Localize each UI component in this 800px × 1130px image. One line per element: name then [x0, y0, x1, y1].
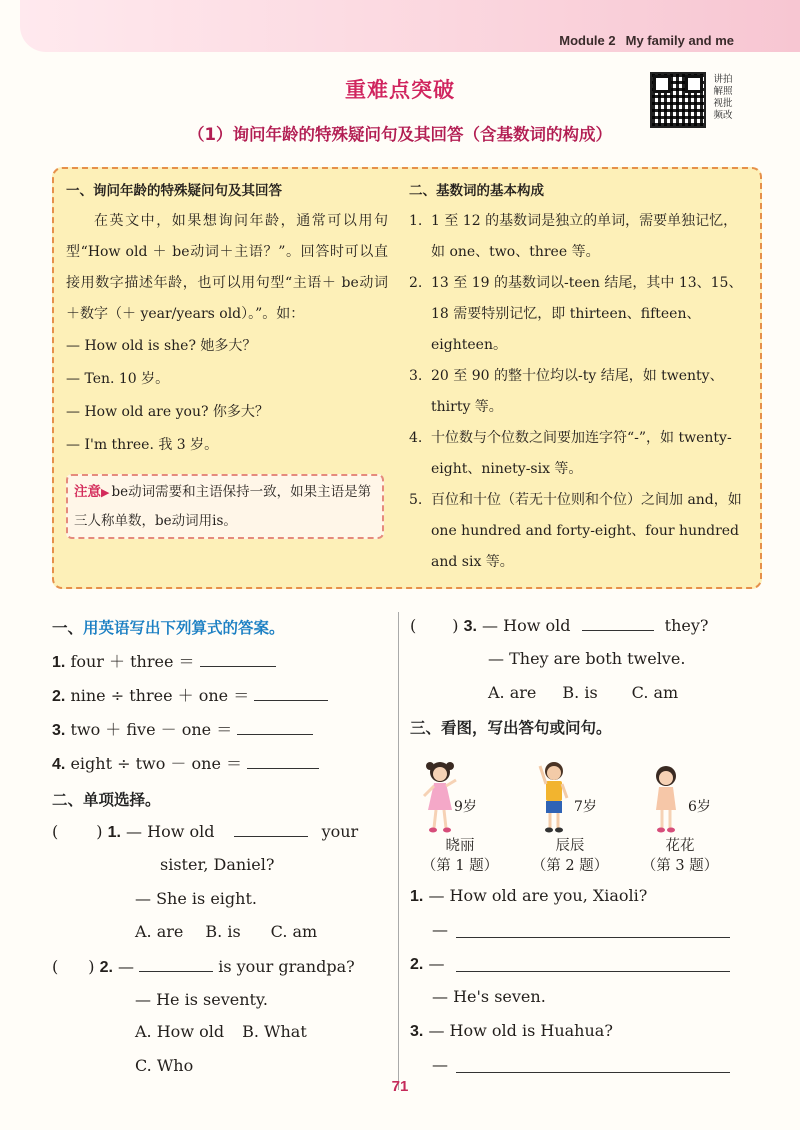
example-line: — How old are you? 你多大？	[66, 404, 269, 420]
answer-line[interactable]	[456, 1071, 730, 1073]
arith-question-2: 2. nine ÷ three ＋ one ＝	[52, 684, 328, 708]
age-label: 6岁	[688, 799, 711, 815]
rule-item: 4. 十位数与个位数之间要加连字符“-”，如 twenty-eight、ninety-six 等。	[409, 430, 732, 477]
figure-name: 辰辰	[555, 838, 585, 854]
choice-question-2-options	[135, 1021, 307, 1043]
choice-question-3-options	[488, 682, 678, 704]
figure-name: 花花	[665, 838, 695, 854]
figure-chenchen	[520, 758, 630, 874]
choice-question-2: ( ) 2. — is your grandpa?	[52, 957, 355, 976]
answer-blank[interactable]	[200, 650, 276, 667]
section3-title: 三、看图，写出答句或问句。	[410, 719, 612, 737]
tip-arrow-icon: ▶	[101, 486, 110, 499]
tip-text: be动词需要和主语保持一致，如果主语是第三人称单数，be动词用is。	[74, 484, 372, 529]
boy-figure-icon	[534, 758, 574, 834]
rule-item: 3. 20 至 90 的整十位均以-ty 结尾，如 twenty、thirty 等。	[409, 368, 724, 415]
example-line: — How old is she? 她多大？	[66, 338, 257, 354]
page-number: 71	[391, 1078, 409, 1095]
picture-question-1-dash: —	[432, 920, 448, 939]
tip-box	[66, 474, 384, 539]
qr-code-icon[interactable]	[650, 72, 706, 128]
figure-label: （第 3 题）	[641, 858, 719, 874]
rule-item: 5. 百位和十位（若无十位则和个位）之间加 and，如 one hundred and forty-eight、four hundred and six 等。	[409, 492, 742, 570]
choice-question-1-options	[135, 921, 317, 943]
picture-question-3: 3. — How old is Huahua?	[410, 1021, 613, 1040]
choice-question-1-cont: sister, Daniel?	[160, 855, 275, 874]
rule-item: 2. 13 至 19 的基数词以-teen 结尾，其中 13、15、18 需要特别记忆，即 thirteen、fifteen、eighteen。	[409, 275, 743, 353]
note-left-paragraph: 在英文中，如果想询问年龄，通常可以用句型“How old ＋ be动词＋主语？”。回答时可以直接用数字描述年龄，也可以用句型“主语＋ be动词＋数字（＋ year/years old）。”。如：	[66, 213, 388, 322]
picture-question-2-reply: — He's seven.	[432, 987, 546, 1006]
choice-question-1-reply: — She is eight.	[135, 889, 257, 908]
arith-question-1: 1. four ＋ three ＝	[52, 650, 276, 674]
note-right-column	[409, 176, 744, 578]
arith-question-4: 4. eight ÷ two － one ＝	[52, 752, 319, 776]
choice-question-3-reply: — They are both twelve.	[488, 649, 686, 668]
column-divider	[398, 612, 399, 1090]
figure-name: 晓丽	[445, 838, 475, 854]
option-b[interactable]: B. What	[242, 1022, 307, 1041]
option-c[interactable]: C. am	[631, 683, 679, 702]
choice-question-3: ( ) 3. — How old they?	[410, 616, 709, 635]
figure-row	[410, 758, 740, 874]
module-title: My family and me	[625, 33, 734, 48]
choice-question-2-reply: — He is seventy.	[135, 990, 268, 1009]
qr-caption: 讲拍 解照 视批 频改	[713, 74, 733, 121]
module-tag	[559, 33, 734, 48]
answer-blank[interactable]	[247, 752, 319, 769]
example-line: — Ten. 10 岁。	[66, 371, 170, 387]
age-label: 9岁	[454, 799, 477, 815]
answer-blank[interactable]	[254, 684, 328, 701]
section2-title: 二、单项选择。	[52, 791, 161, 809]
page-subtitle: （1）询问年龄的特殊疑问句及其回答（含基数词的构成）	[188, 125, 612, 144]
example-line: — I'm three. 我 3 岁。	[66, 437, 219, 453]
choice-question-2-option-c[interactable]: C. Who	[135, 1056, 194, 1075]
arith-question-3: 3. two ＋ five － one ＝	[52, 718, 313, 742]
answer-blank[interactable]	[139, 955, 213, 972]
figure-huahua	[630, 758, 740, 874]
picture-question-2: 2. —	[410, 954, 445, 973]
picture-question-3-dash: —	[432, 1055, 448, 1074]
answer-blank[interactable]	[237, 718, 313, 735]
small-girl-figure-icon	[648, 762, 684, 838]
answer-blank[interactable]	[234, 820, 308, 837]
figure-xiaoli	[410, 758, 520, 874]
note-left-column	[66, 176, 388, 539]
section1-title: 一、用英语写出下列算式的答案。	[52, 619, 285, 637]
figure-label: （第 1 题）	[421, 858, 499, 874]
figure-label: （第 2 题）	[531, 858, 609, 874]
picture-question-1: 1. — How old are you, Xiaoli?	[410, 886, 648, 905]
module-number: Module 2	[559, 33, 616, 48]
choice-question-1: ( ) 1. — How old your	[52, 822, 359, 841]
age-label: 7岁	[574, 799, 597, 815]
option-b[interactable]: B. is	[562, 683, 598, 702]
option-b[interactable]: B. is	[205, 922, 241, 941]
option-c[interactable]: C. am	[270, 922, 318, 941]
tip-label: 注意	[74, 484, 101, 500]
page-title: 重难点突破	[345, 78, 455, 102]
note-left-heading: 一、询问年龄的特殊疑问句及其回答	[66, 183, 282, 199]
answer-line[interactable]	[456, 970, 730, 972]
option-a[interactable]: A. How old	[135, 1022, 225, 1041]
answer-line[interactable]	[456, 936, 730, 938]
note-right-heading: 二、基数词的基本构成	[409, 183, 544, 199]
option-a[interactable]: A. are	[488, 683, 537, 702]
rule-item: 1. 1 至 12 的基数词是独立的单词，需要单独记忆，如 one、two、three 等。	[409, 213, 738, 260]
answer-blank[interactable]	[582, 614, 654, 631]
option-a[interactable]: A. are	[135, 922, 184, 941]
